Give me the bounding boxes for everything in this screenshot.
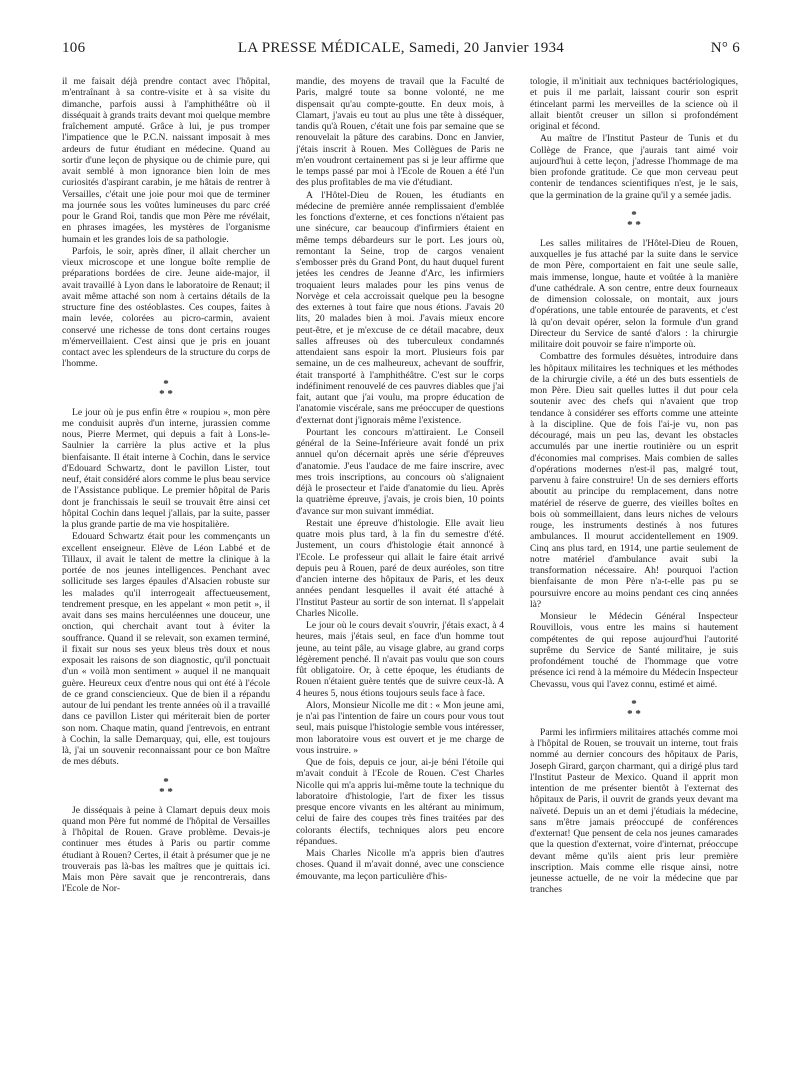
section-break-stars [530, 699, 738, 719]
section-break-top-star: * [163, 775, 169, 788]
paragraph: Pourtant les concours m'attiraient. Le Conseil général de la Seine-Inférieure avait fondé un prix annuel qu'on décernait après une série d'épreuves d'anatomie. J'eus l'audace de me faire inscrire, avec mes trois inscriptions, au concours où s'alignaient déjà le prosecteur et l'aide d'anatomie du lieu. Après la quatrième épreuve, j'avais, je crois bien, 10 points d'avance sur mon suivant immédiat. [296, 426, 504, 517]
section-break-stars [62, 777, 270, 797]
section-break-bottom-stars: * * [627, 218, 641, 231]
paragraph: Au maître de l'Institut Pasteur de Tunis et du Collège de France, que j'aurais tant aimé voir aujourd'hui à cette leçon, j'adresse l'hommage de ma bien profonde gratitude. Ce que mon cerveau peut contenir de tendances scientifiques n'est, je le sais, que la germination de la graine qu'il y a semée jadis. [530, 133, 738, 201]
paragraph: tologie, il m'initiait aux techniques bactériologiques, et puis il me parlait, laissant courir son esprit étincelant parmi les merveilles de la science où il allait bientôt creuser un sillon si profondément original et fécond. [530, 76, 738, 132]
section-break-top-star: * [631, 697, 637, 710]
section-break-top-star: * [163, 377, 169, 390]
paragraph: Parmi les infirmiers militaires attachés comme moi à l'hôpital de Rouen, se trouvait un interne, tout frais nommé au dernier concours des hôpitaux de Paris, Joseph Girard, garçon charmant, qui a dirigé plus tard l'Institut Pasteur de Mexico. Quand il apprit mon intention de me présenter bientôt à l'externat des hôpitaux de Paris, il ouvrit de grands yeux devant ma naïveté. Depuis un an et demi j'étudiais la médecine, sans m'être jamais préoccupé de conférences d'externat! Que pensent de cela nos jeunes camarades que la question d'externat, voire d'internat, préoccupe devant même qu'ils aient pris leur première inscription. Mais comme elle risque ainsi, notre jeunesse actuelle, de ne voir la médecine que par tranches [530, 726, 738, 896]
paragraph: Restait une épreuve d'histologie. Elle avait lieu quatre mois plus tard, à la fin du semestre d'été. Justement, un cours d'histologie était annoncé à l'Ecole. Le professeur qui allait le faire était arrivé depuis peu à Rouen, paré de deux auréoles, son titre d'ancien interne des hôpitaux de Paris, et les deux années pendant lesquelles il avait été attaché à l'Institut Pasteur au sortir de son internat. Il s'appelait Charles Nicolle. [296, 517, 504, 619]
section-break-bottom-stars: * * [159, 387, 173, 400]
paragraph: Les salles militaires de l'Hôtel-Dieu de Rouen, auxquelles je fus attaché par la suite dans le service de mon Père, comportaient en fait une seule salle, mais immense, longue, haute et voûtée à la manière d'une cathédrale. A son centre, entre deux fourneaux de dimension colossale, on montait, aux jours d'opérations, une table entourée de paravents, et c'est là qu'on devait opérer, selon la formule d'un grand Directeur du Service de santé d'alors : la chirurgie militaire doit pouvoir se faire n'importe où. [530, 237, 738, 350]
paragraph: Je disséquais à peine à Clamart depuis deux mois quand mon Père fut nommé de l'hôpital de Versailles à l'hôpital de Rouen. Grave problème. Devais-je continuer mes études à Paris ou partir comme étudiant à Rouen? Certes, il était à présumer que je ne trouverais pas là-bas les maîtres que je quittais ici. Mais mon Père savait que je rencontrerais, dans l'Ecole de Nor- [62, 804, 270, 895]
paragraph: Alors, Monsieur Nicolle me dit : « Mon jeune ami, je n'ai pas l'intention de faire un cours pour vous tout seul, mais puisque l'histologie semble vous intéresser, mon laboratoire vous est ouvert et je me charge de vous instruire. » [296, 699, 504, 756]
text-column-2 [296, 76, 504, 1076]
section-break-bottom-stars: * * [627, 707, 641, 720]
paragraph: Monsieur le Médecin Général Inspecteur Rouvillois, vous entre les mains si hautement compétentes de qui repose aujourd'hui l'autorité suprême du Service de Santé militaire, je suis profondément touché de l'hommage que votre présence ici rend à la mémoire du Médecin Inspecteur Chevassu, vous qui l'avez connu, estimé et aimé. [530, 611, 738, 690]
paragraph: Parfois, le soir, après dîner, il allait chercher un vieux microscope et une longue boîte remplie de préparations bordées de cire. Jeune aide-major, il avait travaillé à Lyon dans le laboratoire de Renaut; il avait même attaché son nom à certains détails de la structure fine des ostéoblastes. Ces coupes, faites à main levée, colorées au picro-carmin, avaient conservé une richesse de tons dont certains rouges m'émerveillaient. C'est ainsi que je pris en jouant contact avec les splendeurs de la structure du corps de l'homme. [62, 245, 270, 370]
page-header [62, 40, 740, 62]
text-column-1 [62, 76, 270, 1076]
section-break-stars [530, 210, 738, 230]
paragraph: Edouard Schwartz était pour les commençants un excellent enseigneur. Elève de Léon Labbé et de Tillaux, il avait le talent de mettre la clinique à la portée de nos jeunes intelligences. Penchant avec sollicitude ses larges épaules d'Alsacien robuste sur les malades qu'il interrogeait affectueusement, tendrement presque, en les appelant « mon petit », il avait dans ses mains herculéennes une douceur, une onction, qui cherchait avant tout à éviter la souffrance. Quand il se relevait, son examen terminé, il fixait sur nous ses yeux bleus très doux et nous exposait les raisons de son diagnostic, qu'il ponctuait d'un « voilà mon sentiment » auquel il ne manquait guère. Heureux ceux d'entre nous qui ont été à l'école de ce grand consciencieux. Que de bien il a répandu autour de lui pendant les trente années où il a travaillé dans ce pavillon Lister qui mériterait bien de porter son nom. Chaque matin, quand j'entrevois, en entrant à Cochin, la salle Demarquay, qui, elle, est toujours là, j'ai un souvenir reconnaissant pour ce bon Maître de mes débuts. [62, 531, 270, 768]
paragraph: Mais Charles Nicolle m'a appris bien d'autres choses. Quand il m'avait donné, avec une conscience émouvante, ma leçon particulière d'his- [296, 848, 504, 882]
publication-title: LA PRESSE MÉDICALE, Samedi, 20 Janvier 1934 [237, 40, 565, 56]
paragraph: Le jour où je pus enfin être « roupiou », mon père me conduisit auprès d'un interne, jurassien comme nous, Pierre Mermet, qui depuis a fait à Lons-le-Saulnier la carrière la plus active et la plus bienfaisante. Il était interne à Cochin, dans le service d'Edouard Schwartz, dont le pavillon Lister, tout neuf, était considéré alors comme le plus beau service de l'Assistance publique. Le premier hôpital de Paris dont je franchissais le seuil se trouvait être ainsi cet hôpital Cochin dans lequel j'allais, par la suite, passer la plus grande partie de ma vie hospitalière. [62, 406, 270, 530]
paragraph: Le jour où le cours devait s'ouvrir, j'étais exact, à 4 heures, mais j'étais seul, en face d'un homme tout jeune, au teint pâle, au visage glabre, au grand corps légèrement penché. Il n'avait pas voulu que son cours fût obligatoire. Or, à cette époque, les étudiants de Rouen n'étaient guère tentés que de suivre ceux-là. A 4 heures 5, nous étions toujours seuls face à face. [296, 620, 504, 699]
paragraph: A l'Hôtel-Dieu de Rouen, les étudiants en médecine de première année remplissaient d'emblée les fonctions d'externe, et ces fonctions n'étaient pas une sinécure, car beaucoup d'infirmiers étaient en même temps débardeurs sur le port. Les jours où, remontant la Seine, trop de cargos venaient s'embosser près du Grand Pont, du haut duquel furent jetées les cendres de Jeanne d'Arc, les infirmiers troquaient leurs malades pour les pins venus de Norvège et cela accroissait quelque peu la besogne des externes à tout faire que nous étions. J'avais 20 lits, 20 malades bien à moi. J'avais mieux encore peut-être, et je m'excuse de ce détail macabre, deux salles affreuses où des tuberculeux condamnés attendaient sans espoir la mort. Plusieurs fois par semaine, un de ces malheureux, achevant de souffrir, était transporté à l'amphithéâtre. C'est sur le corps indéfiniment renouvelé de ces pauvres diables que j'ai fait, autant que j'ai voulu, ma propre éducation de l'anatomie viscérale, sans me préoccuper de questions d'externat dont j'ignorais même l'existence. [296, 189, 504, 426]
section-break-bottom-stars: * * [159, 785, 173, 798]
page-number: 106 [62, 40, 86, 56]
issue-number: N° 6 [710, 40, 740, 56]
paragraph: Combattre des formules désuètes, introduire dans les hôpitaux militaires les techniques et les méthodes de la chirurgie civile, a été un des buts essentiels de mon Père. Dieu sait quelles luttes il dut pour cela soutenir avec des chefs qui n'avaient que trop tendance à considérer ses efforts comme une atteinte à la discipline. Que de fois l'ai-je vu, non pas découragé, mais un peu las, devant les obstacles accumulés par une inertie routinière ou un esprit d'économies mal comprises. Mais combien de salles d'opérations modernes n'est-il pas, malgré tout, parvenu à faire construire! Un de ses derniers efforts aboutit au principe du remplacement, dans notre matériel de réserve de guerre, des vieilles boîtes en bois où sommeillaient, dans leurs niches de velours rouge, les instruments destinés à nos futures ambulances. Il mourut accidentellement en 1909. Cinq ans plus tard, en 1914, une partie seulement de notre matériel d'ambulance avait subi la transformation nécessaire. Ah! pourquoi l'action bienfaisante de mon Père n'a-t-elle pas pu se poursuivre encore au moins pendant ces cinq années là? [530, 351, 738, 610]
paragraph: Que de fois, depuis ce jour, ai-je béni l'étoile qui m'avait conduit à l'Ecole de Rouen. C'est Charles Nicolle qui m'a appris lui-même toute la technique du laboratoire d'histologie, l'art de fixer les tissus presque encore vivants en les altérant au minimum, celui de faire des coupes très fines traitées par des colorants électifs, techniques alors peu encore répandues. [296, 757, 504, 847]
section-break-top-star: * [631, 208, 637, 221]
paragraph: mandie, des moyens de travail que la Faculté de Paris, malgré toute sa bonne volonté, ne me dispensait qu'au compte-goutte. En deux mois, à Clamart, j'avais eu tout au plus une tête à disséquer, tandis qu'à Rouen, c'était une fois par semaine que se renouvelait la pâture des carabins. Donc en Janvier, j'étais inscrit à Rouen. Mes Collègues de Paris ne m'en voudront certainement pas si je leur affirme que le temps passé par moi à l'Ecole de Rouen a été l'un des plus profitables de ma vie d'étudiant. [296, 76, 504, 189]
section-break-stars [62, 379, 270, 399]
text-column-3 [530, 76, 738, 1076]
paragraph: il me faisait déjà prendre contact avec l'hôpital, m'entraînant à sa contre-visite et à sa visite du dimanche, parfois aussi à l'amphithéâtre où il disséquait à grands traits devant moi quelque membre fraîchement amputé. Grâce à lui, je pus tromper l'impatience que le P.C.N. naissant imposait à mes ardeurs de futur étudiant en médecine. Quand au sortir d'une leçon de physique ou de chimie pure, qui avait semblé à mon ignorance bien loin de mes curiosités d'aspirant carabin, je me hâtais de rentrer à Versailles, c'était une joie pour moi que de terminer ma journée sous les voûtes lumineuses du parc créé pour le Grand Roi, tandis que mon Père me révélait, en phrases imagées, les mystères de l'organisme humain et les grandes lois de sa pathologie. [62, 76, 270, 245]
